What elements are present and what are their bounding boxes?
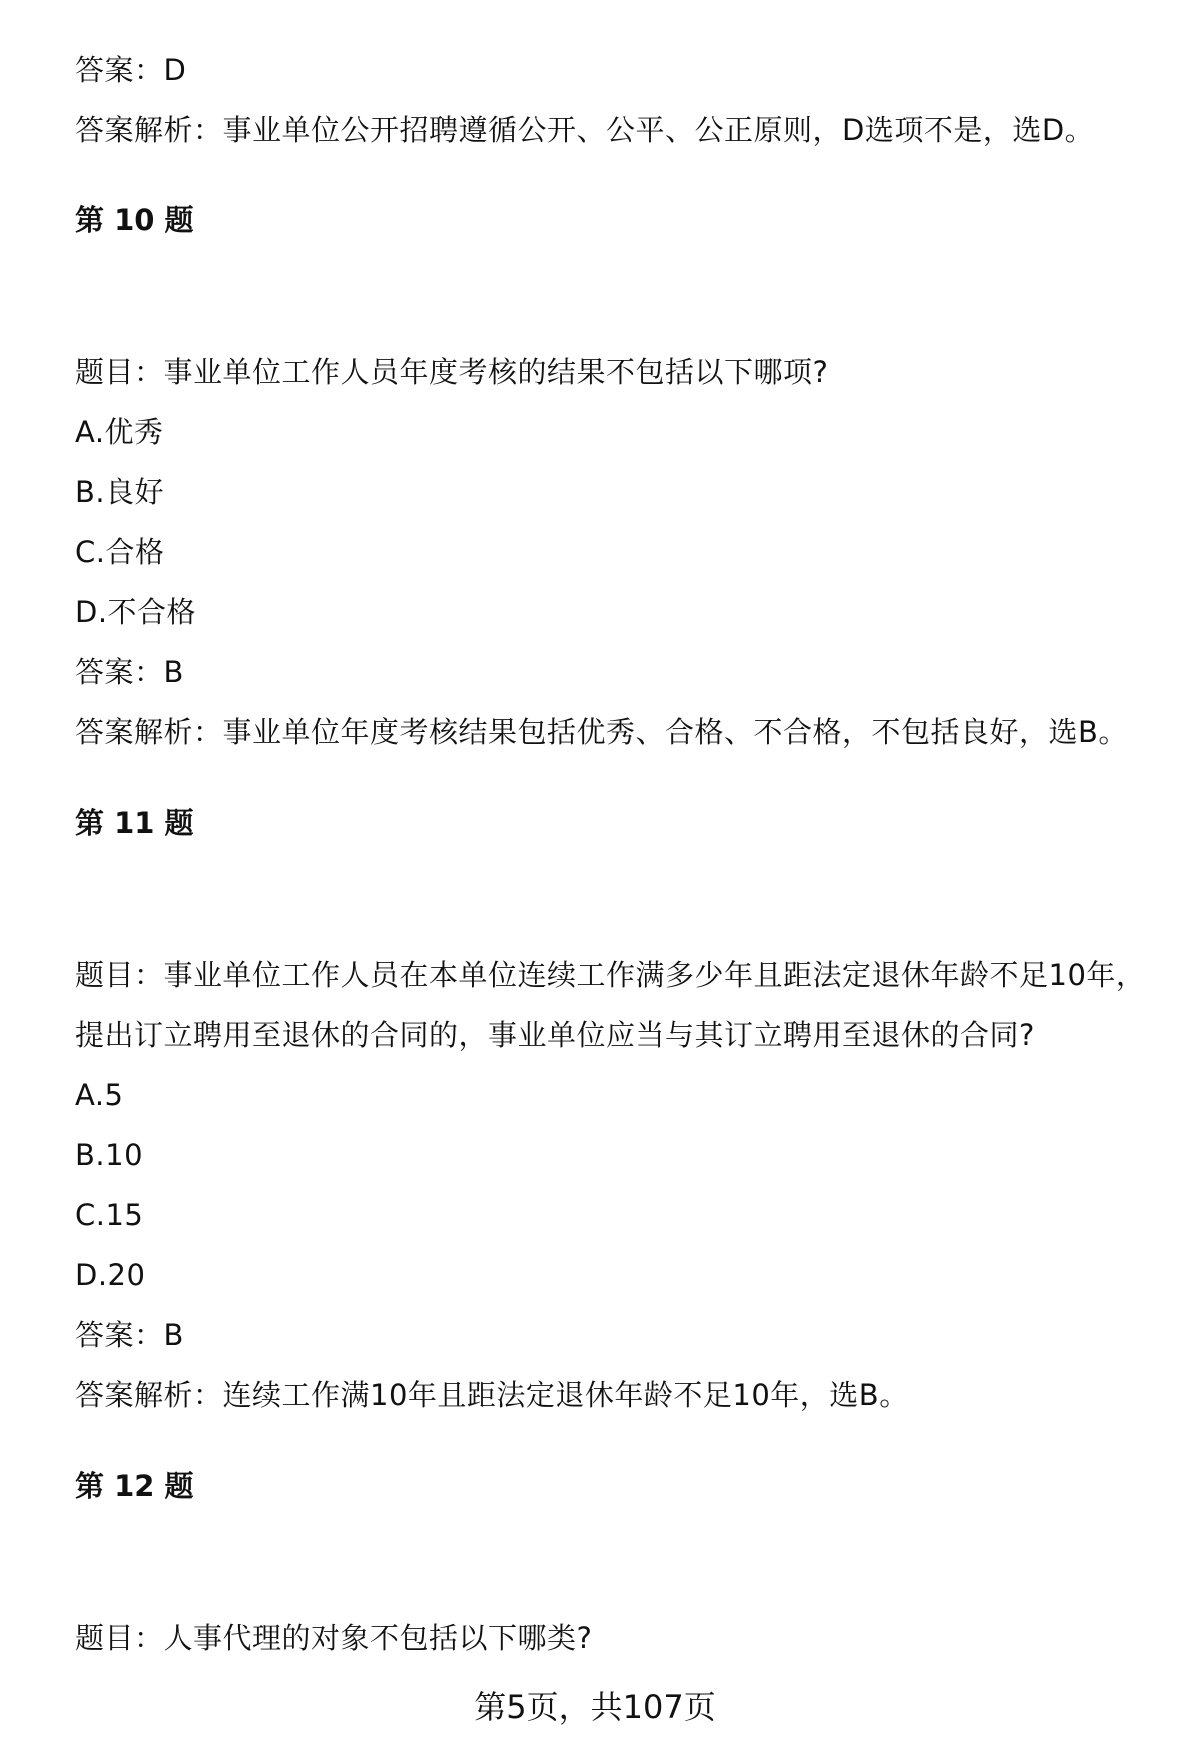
q10-answer: 答案：B [75, 655, 184, 689]
q11-stem-line2: 提出订立聘用至退休的合同的，事业单位应当与其订立聘用至退休的合同? [75, 1018, 1035, 1052]
q10-option-d: D.不合格 [75, 595, 197, 629]
q11-stem-line1: 题目：事业单位工作人员在本单位连续工作满多少年且距法定退休年龄不足10年， [75, 958, 1146, 992]
q12-stem: 题目：人事代理的对象不包括以下哪类? [75, 1621, 593, 1655]
q10-option-c: C.合格 [75, 535, 165, 569]
q11-option-b: B.10 [75, 1138, 144, 1172]
q11-heading: 第 11 题 [75, 806, 194, 840]
q11-option-d: D.20 [75, 1258, 146, 1292]
q10-stem: 题目：事业单位工作人员年度考核的结果不包括以下哪项? [75, 355, 829, 389]
q9-answer: 答案：D [75, 53, 187, 87]
q12-heading: 第 12 题 [75, 1469, 194, 1503]
q11-option-c: C.15 [75, 1198, 144, 1232]
q11-option-a: A.5 [75, 1078, 124, 1112]
page-number-footer: 第5页，共107页 [474, 1688, 716, 1726]
q10-option-b: B.良好 [75, 475, 165, 509]
q10-option-a: A.优秀 [75, 415, 164, 449]
q9-explanation: 答案解析：事业单位公开招聘遵循公开、公平、公正原则，D选项不是，选D。 [75, 113, 1095, 147]
q11-answer: 答案：B [75, 1318, 184, 1352]
q10-explanation: 答案解析：事业单位年度考核结果包括优秀、合格、不合格，不包括良好，选B。 [75, 715, 1128, 749]
q11-explanation: 答案解析：连续工作满10年且距法定退休年龄不足10年，选B。 [75, 1378, 909, 1412]
q10-heading: 第 10 题 [75, 203, 194, 237]
